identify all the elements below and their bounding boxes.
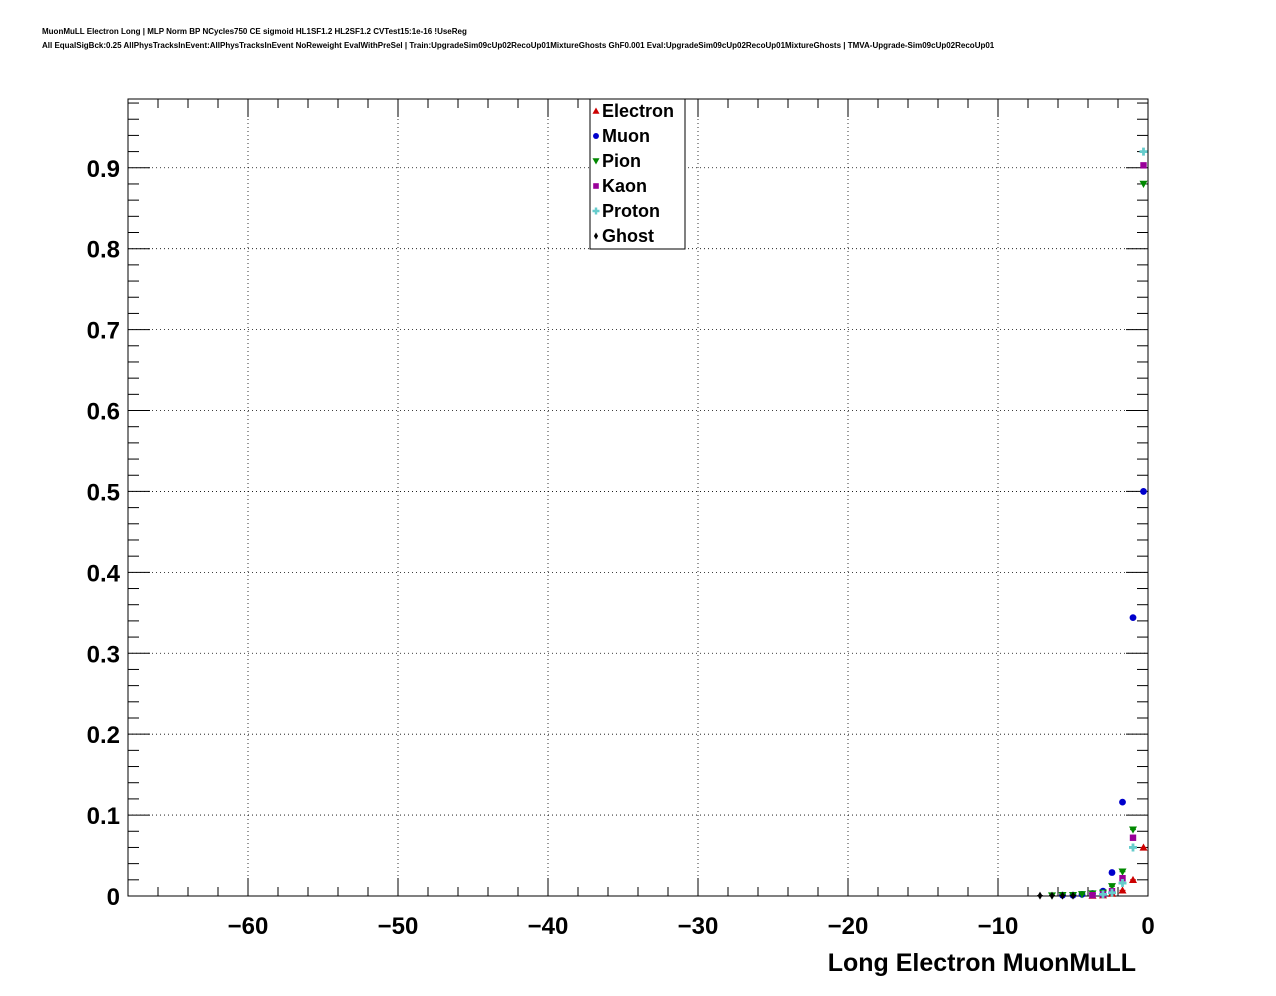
x-tick-labels	[228, 913, 1155, 940]
data-point	[1089, 892, 1095, 898]
y-tick-label: 0.5	[86, 479, 120, 507]
x-tick-label: −10	[977, 913, 1019, 940]
x-tick-label: −30	[677, 913, 719, 940]
data-point	[1038, 892, 1043, 900]
legend-label: Electron	[602, 101, 675, 121]
y-tick-labels	[87, 156, 121, 911]
y-tick-label: 0.7	[86, 317, 120, 345]
legend-label: Proton	[602, 201, 660, 221]
y-tick-label: 0.3	[86, 641, 120, 669]
x-tick-label: −50	[377, 913, 419, 940]
data-point	[1140, 488, 1147, 495]
data-point	[1140, 148, 1148, 156]
data-point	[1130, 614, 1137, 621]
legend	[590, 99, 685, 249]
legend-label: Ghost	[602, 226, 654, 246]
x-tick-label: 0	[1141, 913, 1155, 940]
y-tick-label: 0.6	[86, 398, 120, 426]
y-tick-label: 0.4	[86, 560, 120, 588]
legend-marker	[593, 133, 599, 139]
series-kaon	[1089, 162, 1146, 898]
y-tick-label: 0.9	[86, 155, 120, 183]
legend-label: Muon	[602, 126, 650, 146]
x-tick-label: −20	[827, 913, 869, 940]
series-proton	[1099, 148, 1148, 899]
y-tick-label: 0.1	[86, 803, 120, 831]
x-tick-label: −40	[527, 913, 569, 940]
x-axis-label: Long Electron MuonMuLL	[827, 949, 1136, 977]
series-pion	[1048, 181, 1148, 900]
legend-label: Pion	[602, 151, 641, 171]
data-point	[1130, 835, 1136, 841]
chart-title-line-2: All EqualSigBck:0.25 AllPhysTracksInEvent:AllPhysTracksInEvent NoReweight EvalWithPreSel | Train:UpgradeSim09cUp02RecoUp01MixtureGhosts GhF0.001 Eval:UpgradeSim09cUp02RecoUp01MixtureGhosts | TMVA-Upgrade-Sim09cUp02RecoUp01	[42, 41, 995, 50]
data-point	[1109, 869, 1116, 876]
y-tick-label: 0	[106, 884, 120, 911]
data-point	[1119, 799, 1126, 806]
data-point	[1129, 843, 1137, 851]
y-tick-label: 0.2	[86, 722, 120, 750]
x-tick-label: −60	[227, 913, 269, 940]
chart-title-line-1: MuonMuLL Electron Long | MLP Norm BP NCycles750 CE sigmoid HL1SF1.2 HL2SF1.2 CVTest15:1e-16 !UseReg	[42, 27, 467, 36]
data-point	[1140, 162, 1146, 168]
legend-marker	[593, 183, 599, 189]
data-points	[1037, 148, 1148, 900]
y-tick-label: 0.8	[86, 236, 120, 264]
legend-label: Kaon	[602, 176, 647, 196]
